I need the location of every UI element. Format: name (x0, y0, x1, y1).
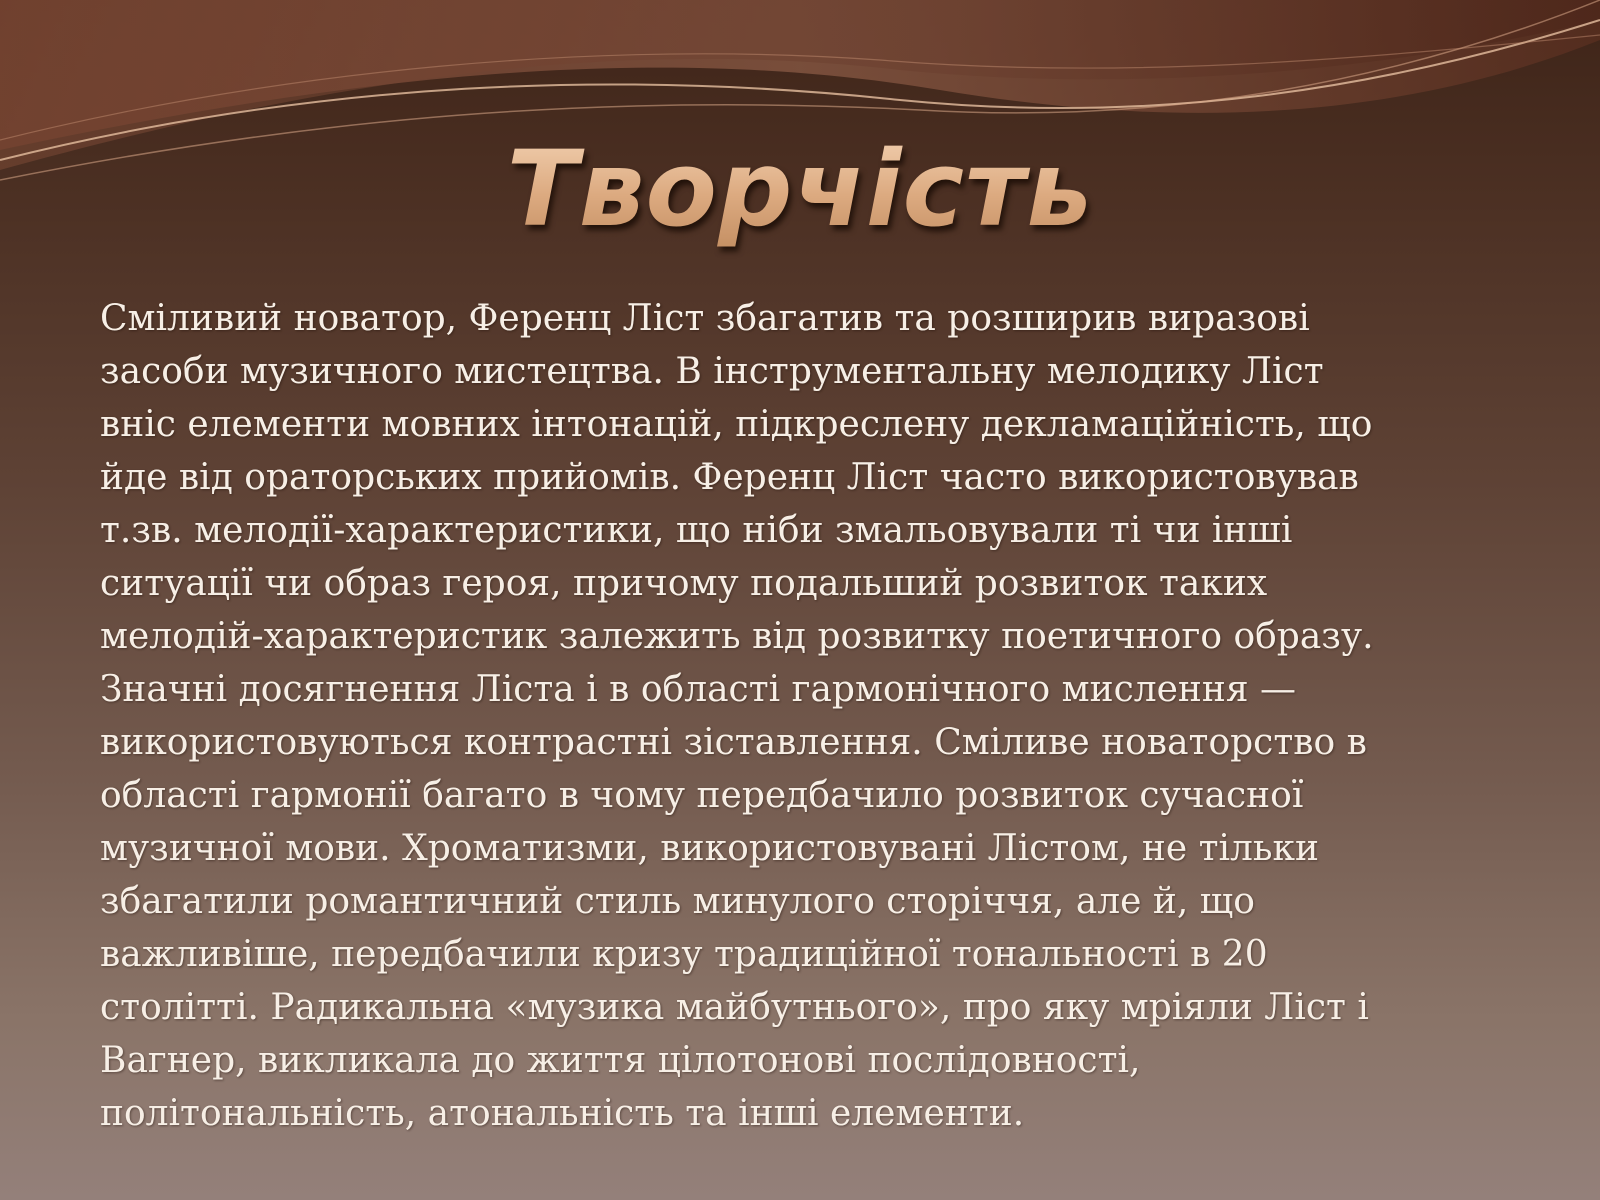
paragraph-line: політональність, атональність та інші елементи. (100, 1093, 1025, 1134)
paragraph-line: Вагнер, викликала до життя цілотонові послідовності, (100, 1040, 1141, 1081)
paragraph-line: ситуації чи образ героя, причому подальший розвиток таких (100, 563, 1268, 604)
paragraph-line: засоби музичного мистецтва. В інструментальну мелодику Ліст (100, 351, 1324, 392)
paragraph-line: області гармонії багато в чому передбачило розвиток сучасної (100, 775, 1304, 816)
paragraph-line: столітті. Радикальна «музика майбутнього», про яку мріяли Ліст і (100, 987, 1369, 1028)
slide-title: Творчість (0, 128, 1600, 250)
paragraph-line: Значні досягнення Ліста і в області гармонічного мислення — (100, 669, 1297, 710)
slide-paragraph (100, 292, 1520, 1140)
paragraph-line: йде від ораторських прийомів. Ференц Ліст часто використовував (100, 457, 1359, 498)
paragraph-line: збагатили романтичний стиль минулого сторіччя, але й, що (100, 881, 1255, 922)
paragraph-line: вніс елементи мовних інтонацій, підкреслену декламаційність, що (100, 404, 1373, 445)
paragraph-line: музичної мови. Хроматизми, використовувані Лістом, не тільки (100, 828, 1319, 869)
paragraph-line: важливіше, передбачили кризу традиційної тональності в 20 (100, 934, 1268, 975)
paragraph-line: т.зв. мелодії-характеристики, що ніби змальовували ті чи інші (100, 510, 1293, 551)
paragraph-line: мелодій-характеристик залежить від розвитку поетичного образу. (100, 616, 1374, 657)
paragraph-line: використовуються контрастні зіставлення. Сміливе новаторство в (100, 722, 1367, 763)
paragraph-line: Сміливий новатор, Ференц Ліст збагатив та розширив виразові (100, 298, 1310, 339)
